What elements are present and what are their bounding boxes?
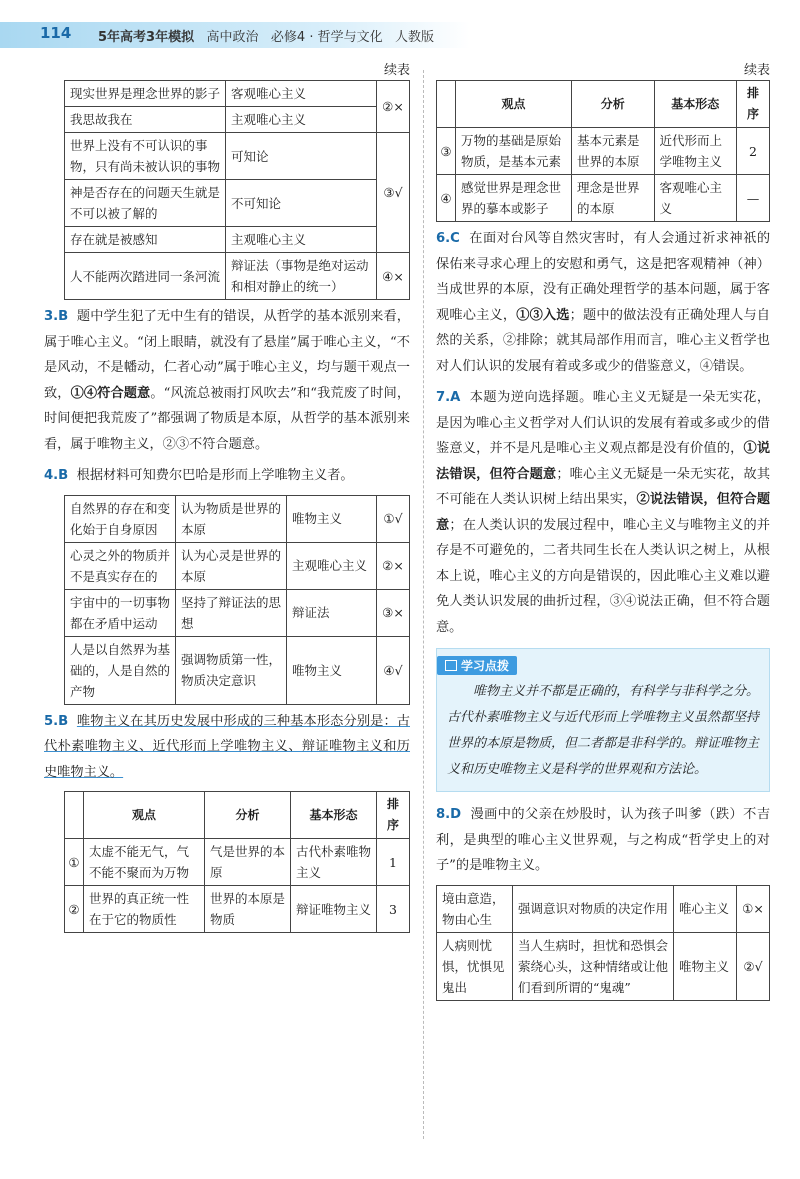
column-header: 排序 — [737, 81, 770, 128]
answer-text: 在面对台风等自然灾害时，有人会通过祈求神祇的保佑来寻求心理上的安慰和勇气，这是把客观精神（神）当成世界的本原，没有正确处理哲学的基本问题，属于客观唯心主义， — [436, 231, 771, 323]
table-row — [65, 542, 410, 589]
form-cell: 唯物主义 — [287, 495, 377, 542]
form-cell: 辩证唯物主义 — [291, 886, 377, 933]
analysis-cell: 气是世界的本原 — [205, 839, 291, 886]
table-row — [65, 495, 410, 542]
view-cell: 感觉世界是理念世界的摹本或影子 — [456, 175, 572, 222]
view-cell: 存在就是被感知 — [65, 227, 226, 253]
answer-3 — [44, 304, 410, 457]
table-row — [65, 839, 410, 886]
view-cell: 自然界的存在和变化始于自身原因 — [65, 495, 176, 542]
analysis-cell: 认为心灵是世界的本原 — [176, 542, 287, 589]
analysis-cell: 可知论 — [226, 133, 377, 180]
column-header: 分析 — [572, 81, 655, 128]
view-cell: 人是以自然界为基础的，人是自然的产物 — [65, 636, 176, 704]
table-row — [65, 589, 410, 636]
order-cell: 2 — [737, 128, 770, 175]
mark-cell: ①× — [737, 885, 770, 932]
study-tip-text: 唯物主义并不都是正确的，有科学与非科学之分。古代朴素唯物主义与近代形而上学唯物主义虽然都坚持世界的本原是物质，但二者都是非科学的。辩证唯物主义和历史唯物主义是科学的世界观和方法论。 — [447, 684, 760, 777]
column-header: 分析 — [205, 792, 291, 839]
index-cell: ① — [65, 839, 84, 886]
mark-cell: ②× — [377, 81, 410, 133]
analysis-cell: 客观唯心主义 — [226, 81, 377, 107]
view-cell: 世界的真正统一性在于它的物质性 — [84, 886, 205, 933]
answer-5 — [44, 709, 410, 786]
table-row — [437, 932, 770, 1000]
view-cell: 现实世界是理念世界的影子 — [65, 81, 226, 107]
analysis-cell: 不可知论 — [226, 180, 377, 227]
index-cell: ③ — [437, 128, 456, 175]
continued-label: 续表 — [743, 63, 770, 78]
answer-text: 漫画中的父亲在炒股时，认为孩子叫爹（跌）不吉利，是典型的唯心主义世界观，与之构成“哲学史上的对子”的是唯物主义。 — [436, 807, 771, 873]
question-number: 7.A — [436, 390, 461, 405]
analysis-cell: 坚持了辩证法的思想 — [176, 589, 287, 636]
answer-7 — [436, 385, 770, 640]
analysis-cell: 主观唯心主义 — [226, 107, 377, 133]
mark-cell: ④√ — [377, 636, 410, 704]
analysis-cell: 强调意识对物质的决定作用 — [513, 885, 674, 932]
index-cell: ④ — [437, 175, 456, 222]
page-number: 114 — [40, 24, 72, 42]
view-cell: 境由意造，物由心生 — [437, 885, 513, 932]
answer-bold: ②说法错误，但符合题意 — [436, 492, 771, 533]
view-cell: 心灵之外的物质并不是真实存在的 — [65, 542, 176, 589]
view-cell: 宇宙中的一切事物都在矛盾中运动 — [65, 589, 176, 636]
column-divider — [423, 70, 424, 1139]
column-header: 观点 — [456, 81, 572, 128]
answer-text: 题中学生犯了无中生有的错误，从哲学的基本派别来看，属于唯心主义。“闭上眼睛，就没有了悬崖”属于唯心主义，“不是风动，不是幡动，仁者心动”属于唯心主义，均与题干观点一致， — [44, 309, 410, 401]
column-header: 观点 — [84, 792, 205, 839]
answer-4 — [44, 463, 410, 489]
analysis-cell: 辩证法（事物是绝对运动和相对静止的统一） — [226, 253, 377, 300]
edition: 人教版 — [395, 30, 435, 45]
index-cell: ② — [65, 886, 84, 933]
left-column — [44, 62, 411, 933]
table-row — [65, 180, 410, 227]
answer-6 — [436, 226, 770, 379]
subject: 高中政治 — [206, 30, 259, 45]
index-header — [437, 81, 456, 128]
table-row — [65, 81, 410, 107]
answer-text: ；唯心主义无疑是一朵无实花，故其不可能在人类认识树上结出果实， — [436, 466, 771, 507]
form-cell: 客观唯心主义 — [654, 175, 737, 222]
question-number: 8.D — [436, 807, 462, 822]
answer-text-underlined: 唯物主义在其历史发展中形成的三种基本形态分别是：古代朴素唯物主义、近代形而上学唯物主义、辩证唯物主义和历史唯物主义。 — [44, 713, 410, 780]
mark-cell: ③√ — [377, 133, 410, 253]
analysis-cell: 主观唯心主义 — [226, 227, 377, 253]
mark-cell: ③× — [377, 589, 410, 636]
view-cell: 万物的基础是原始物质，是基本元素 — [456, 128, 572, 175]
column-header: 排序 — [377, 792, 410, 839]
study-tip-title: 学习点拨 — [461, 659, 510, 673]
continued-table-left — [64, 80, 410, 300]
form-cell: 唯物主义 — [287, 636, 377, 704]
answer-text: 本题为逆向选择题。唯心主义无疑是一朵无实花，是因为唯心主义哲学对人们认识的发展有着或多或少的借鉴意义，并不是凡是唯心主义观点都是没有价值的， — [436, 390, 771, 456]
q5-table — [64, 791, 410, 933]
answer-text: 。“风流总被雨打风吹去”和“我荒废了时间，时间便把我荒废了”都强调了物质是本原，从哲学的基本派别来看，属于唯物主义，②③不符合题意。 — [44, 385, 411, 452]
study-tip-label — [437, 656, 517, 675]
table-header-row — [437, 81, 770, 128]
question-number: 6.C — [436, 231, 460, 246]
answer-bold: ①说法错误，但符合题意 — [436, 441, 771, 482]
book-icon — [445, 660, 457, 671]
table-row — [65, 133, 410, 180]
mark-cell: ④× — [377, 253, 410, 300]
table-header-row — [65, 792, 410, 839]
answer-bold: ①③入选 — [516, 307, 570, 323]
table-row — [65, 107, 410, 133]
question-number: 4.B — [44, 468, 69, 483]
index-header — [65, 792, 84, 839]
view-cell: 太虚不能无气，气不能不聚而为万物 — [84, 839, 205, 886]
analysis-cell: 世界的本原是物质 — [205, 886, 291, 933]
q4-table — [64, 495, 410, 705]
column-header: 基本形态 — [654, 81, 737, 128]
question-number: 5.B — [44, 713, 69, 729]
mark-cell: ②√ — [737, 932, 770, 1000]
table-row — [65, 227, 410, 253]
mark-cell: ①√ — [377, 495, 410, 542]
view-cell: 神是否存在的问题天生就是不可以被了解的 — [65, 180, 226, 227]
analysis-cell: 认为物质是世界的本原 — [176, 495, 287, 542]
analysis-cell: 当人生病时，担忧和恐惧会萦绕心头，这种情绪或让他们看到所谓的“鬼魂” — [513, 932, 674, 1000]
continued-table-right — [436, 80, 770, 222]
answer-text: ；题中的做法没有正确处理人与自然的关系，②排除；就其局部作用而言，唯心主义哲学也对人们认识的发展有着或多或少的借鉴意义，④错误。 — [436, 307, 770, 374]
form-cell: 古代朴素唯物主义 — [291, 839, 377, 886]
form-cell: 近代形而上学唯物主义 — [654, 128, 737, 175]
continued-label: 续表 — [383, 63, 410, 78]
study-tip-box — [436, 648, 770, 792]
view-cell: 人病则忧惧，忧惧见鬼出 — [437, 932, 513, 1000]
answer-text: ；在人类认识的发展过程中，唯心主义与唯物主义的并存是不可避免的，二者共同生长在人类认识之树上，从根本上说，唯心主义的方向是错误的，因此唯心主义难以避免人类认识发展的曲折过程，③④说法正确，但不符合题意。 — [436, 517, 771, 635]
view-cell: 人不能两次踏进同一条河流 — [65, 253, 226, 300]
order-cell: — — [737, 175, 770, 222]
table-row — [65, 636, 410, 704]
table-row — [65, 886, 410, 933]
table-row — [437, 885, 770, 932]
table-row — [437, 175, 770, 222]
answer-text: 根据材料可知费尔巴哈是形而上学唯物主义者。 — [76, 468, 354, 483]
view-cell: 我思故我在 — [65, 107, 226, 133]
analysis-cell: 强调物质第一性，物质决定意识 — [176, 636, 287, 704]
order-cell: 1 — [377, 839, 410, 886]
view-cell: 世界上没有不可认识的事物，只有尚未被认识的事物 — [65, 133, 226, 180]
mark-cell: ②× — [377, 542, 410, 589]
q8-table — [436, 885, 770, 1001]
table-row — [437, 128, 770, 175]
form-cell: 辩证法 — [287, 589, 377, 636]
form-cell: 唯心主义 — [674, 885, 737, 932]
column-header: 基本形态 — [291, 792, 377, 839]
analysis-cell: 基本元素是世界的本原 — [572, 128, 655, 175]
right-column — [436, 62, 770, 1001]
form-cell: 唯物主义 — [674, 932, 737, 1000]
question-number: 3.B — [44, 309, 69, 324]
table-row — [65, 253, 410, 300]
order-cell: 3 — [377, 886, 410, 933]
running-header — [98, 26, 434, 45]
series-title: 5年高考3年模拟 — [98, 30, 195, 45]
analysis-cell: 理念是世界的本原 — [572, 175, 655, 222]
book-title: 必修4 · 哲学与文化 — [270, 30, 383, 45]
answer-bold: ①④符合题意 — [70, 385, 151, 401]
answer-8 — [436, 802, 770, 879]
form-cell: 主观唯心主义 — [287, 542, 377, 589]
